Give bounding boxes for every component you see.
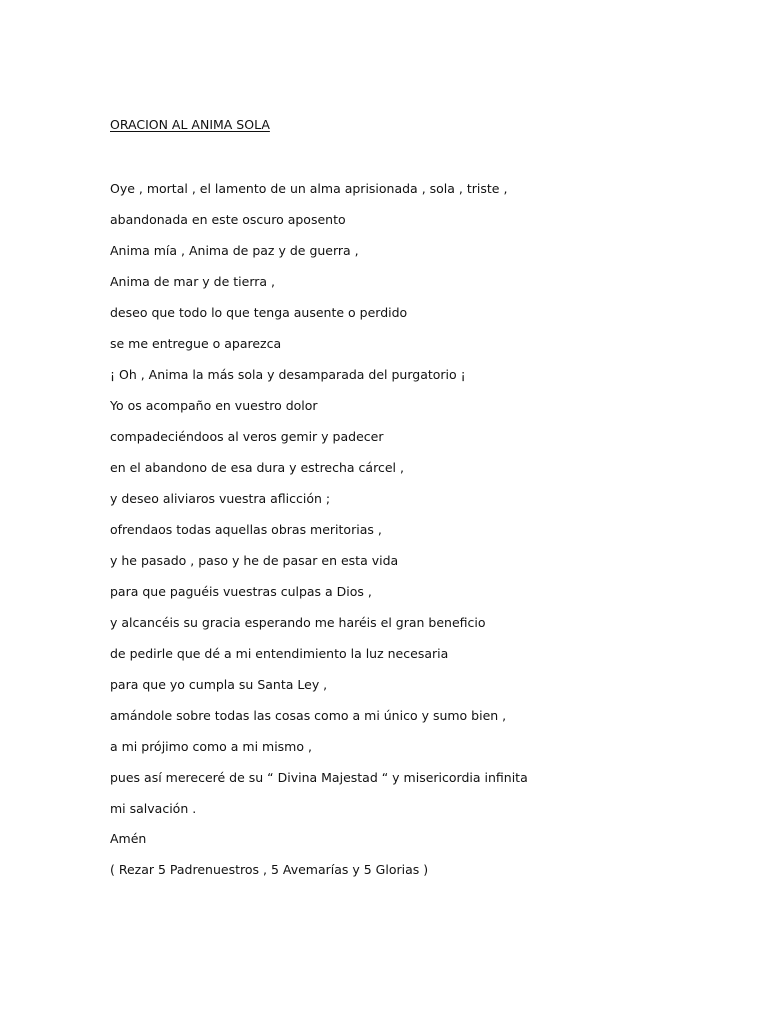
document-title: ORACION AL ANIMA SOLA [110, 117, 270, 132]
amen-line: Amén [110, 831, 147, 846]
prayer-line: mi salvación . [110, 801, 197, 816]
prayer-line: abandonada en este oscuro aposento [110, 212, 346, 227]
prayer-line: amándole sobre todas las cosas como a mi único y sumo bien , [110, 708, 507, 723]
prayer-line: en el abandono de esa dura y estrecha cárcel , [110, 460, 404, 475]
prayer-line: ¡ Oh , Anima la más sola y desamparada del purgatorio ¡ [110, 367, 466, 382]
prayer-line: de pedirle que dé a mi entendimiento la luz necesaria [110, 646, 449, 661]
prayer-line: para que yo cumpla su Santa Ley , [110, 677, 328, 692]
prayer-line: Anima mía , Anima de paz y de guerra , [110, 243, 359, 258]
prayer-line: y alcancéis su gracia esperando me haréis el gran beneficio [110, 615, 486, 630]
prayer-line: compadeciéndoos al veros gemir y padecer [110, 429, 384, 444]
prayer-line: a mi prójimo como a mi mismo , [110, 739, 312, 754]
prayer-line: se me entregue o aparezca [110, 336, 282, 351]
prayer-line: pues así mereceré de su “ Divina Majestad “ y misericordia infinita [110, 770, 528, 785]
prayer-line: ofrendaos todas aquellas obras meritorias , [110, 522, 382, 537]
prayer-line: para que paguéis vuestras culpas a Dios , [110, 584, 372, 599]
prayer-line: deseo que todo lo que tenga ausente o perdido [110, 305, 408, 320]
instruction-line: ( Rezar 5 Padrenuestros , 5 Avemarías y 5 Glorias ) [110, 862, 429, 877]
prayer-line: Oye , mortal , el lamento de un alma aprisionada , sola , triste , [110, 181, 508, 196]
prayer-line: Anima de mar y de tierra , [110, 274, 276, 289]
prayer-line: y deseo aliviaros vuestra aflicción ; [110, 491, 331, 506]
prayer-line: y he pasado , paso y he de pasar en esta vida [110, 553, 399, 568]
prayer-line: Yo os acompaño en vuestro dolor [110, 398, 318, 413]
